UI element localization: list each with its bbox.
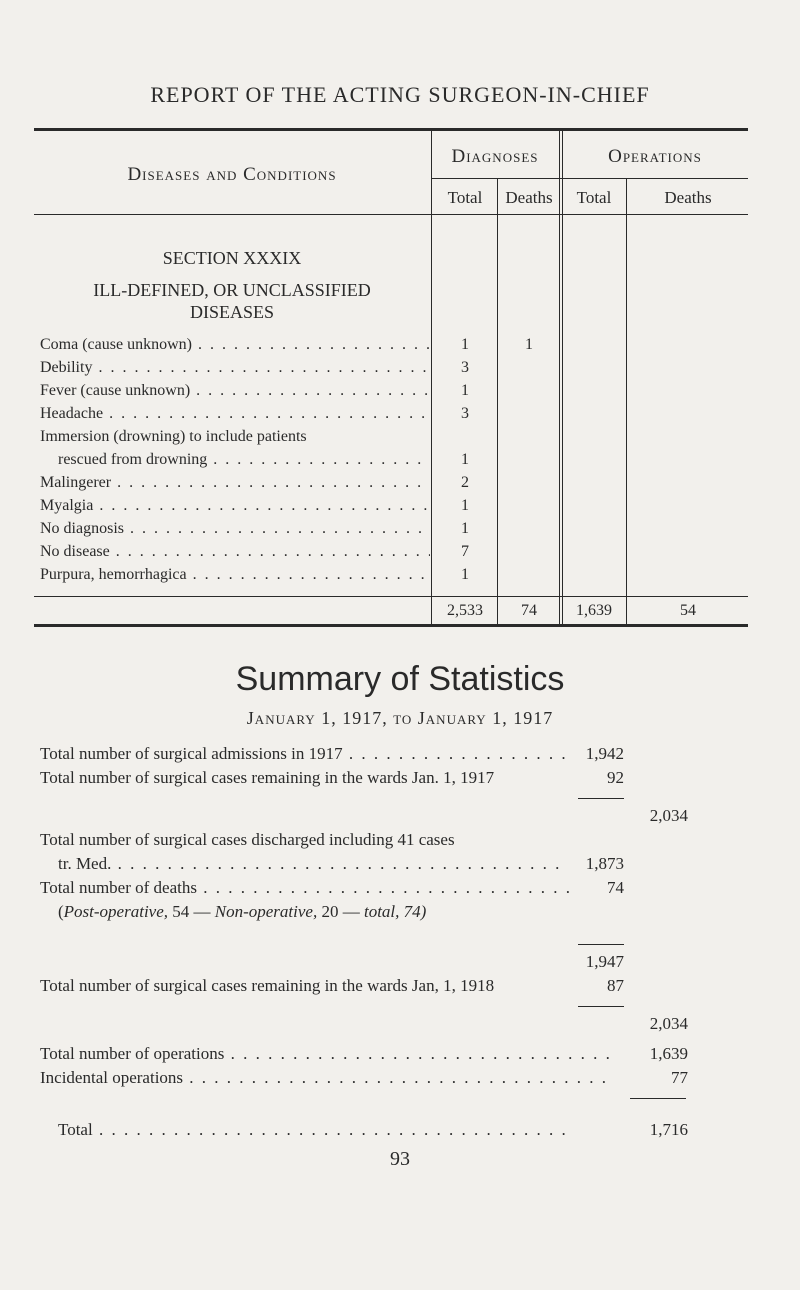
diag-total-cell: 1 [461,336,469,353]
value-incidental: 77 [671,1068,688,1087]
section-subtitle-2: DISEASES [189,302,274,322]
table-row [40,334,430,356]
diag-total-cell: 1 [461,566,469,583]
page-number: 93 [390,1148,410,1170]
diag-total-cell: 1 [461,451,469,468]
row-label: Coma (cause unknown) . . . [40,334,430,356]
summary-line-total [58,1118,572,1142]
note-open: ( [58,902,64,921]
table-row [58,449,430,471]
line-label: Total number of surgical admissions in 1917 . . . [40,742,570,766]
note-total: total, [363,902,400,921]
row-label: No disease . . . [40,541,430,563]
col-divider [562,128,563,624]
summary-line-discharged [40,828,600,852]
summary-title: Summary of Statistics [235,660,565,698]
row-label: Malingerer . . . [40,472,430,494]
row-label: Myalgia . . . [40,495,430,517]
summary-line-deaths [40,876,570,900]
table-row [40,518,430,540]
sum-rule [578,798,624,799]
subheader-op-deaths: Deaths [664,188,712,207]
total-diag-deaths: 74 [521,602,537,619]
line-label: Total number of surgical cases remaining in the wards Jan, 1, 1918 [40,976,495,995]
table-row [40,403,430,425]
diag-total-cell: 7 [461,543,469,560]
note-non-op-count: 20 — [321,902,360,921]
summary-line-remaining-1918 [40,974,600,998]
row-label: Headache . . . [40,403,430,425]
total-diag-total: 2,533 [447,602,483,619]
subheader-diag-deaths: Deaths [505,188,553,207]
table-row [40,357,430,379]
table-row [40,495,430,517]
value-subtotal-2: 1,947 [585,952,624,971]
deaths-breakdown-note [58,900,558,924]
section-subtitle-1: ILL-DEFINED, OR UNCLASSIFIED [93,280,371,300]
line-label: Total number of surgical cases discharged including 41 cases [40,830,455,849]
sum-rule [578,1006,624,1007]
diag-total-cell: 3 [461,405,469,422]
note-non-operative: Non-operative, [214,902,318,921]
table-row [40,564,430,586]
summary-line-remaining-1917 [40,766,600,790]
col-header-diagnoses: Diagnoses [451,146,539,167]
value-subtotal-1: 2,034 [649,806,688,825]
value-subtotal-3: 2,034 [649,1014,688,1033]
row-label: Immersion (drowning) to include patients [40,428,307,445]
sum-rule [630,1098,686,1099]
subheader-op-total: Total [576,188,612,207]
diag-total-cell: 2 [461,474,469,491]
header-bottom-rule [34,214,748,215]
line-label: tr. Med. . . . [58,852,568,876]
row-label: rescued from drowning . . . [58,449,430,471]
value-operations: 1,639 [649,1044,688,1063]
summary-line-incidental [40,1066,612,1090]
summary-line-operations [40,1042,612,1066]
col-header-operations: Operations [608,146,702,167]
note-post-operative: Post-operative, [63,902,169,921]
table-bottom-rule [34,624,748,627]
section-title: SECTION XXXIX [162,248,302,268]
line-label: Total number of deaths . . . [40,876,570,900]
col-divider [626,178,627,624]
totals-top-rule [34,596,748,597]
subheader-rule [432,178,748,179]
row-label: Debility . . . [40,357,430,379]
note-total-count: 74) [403,902,427,921]
line-label: Total . . . [58,1118,572,1142]
value-total: 1,716 [649,1120,688,1139]
table-row [40,380,430,402]
table-row [40,541,430,563]
running-header: REPORT OF THE ACTING SURGEON-IN-CHIEF [150,82,650,107]
table-row [40,426,430,448]
summary-line-discharged-cont [58,852,568,876]
summary-subtitle: January 1, 1917, to January 1, 1917 [246,708,554,728]
value-remaining-1918: 87 [607,976,624,995]
diag-total-cell: 1 [461,382,469,399]
row-label: No diagnosis . . . [40,518,430,540]
col-divider [559,128,560,624]
note-post-op-count: 54 — [172,902,211,921]
value-admissions: 1,942 [585,744,624,763]
diag-deaths-cell: 1 [525,336,533,353]
line-label: Total number of surgical cases remaining in the wards Jan. 1, 1917 [40,768,495,787]
diag-total-cell: 3 [461,359,469,376]
summary-line-admissions [40,742,570,766]
value-discharged: 1,873 [585,854,624,873]
row-label: Purpura, hemorrhagica . . . [40,564,430,586]
sum-rule [578,944,624,945]
subheader-diag-total: Total [447,188,483,207]
table-top-rule [34,128,748,131]
diag-total-cell: 1 [461,520,469,537]
table-row [40,472,430,494]
row-label: Fever (cause unknown) . . . [40,380,430,402]
line-label: Total number of operations . . . [40,1042,612,1066]
value-deaths: 74 [607,878,624,897]
line-label: Incidental operations . . . [40,1066,612,1090]
value-remaining-1917: 92 [607,768,624,787]
diag-total-cell: 1 [461,497,469,514]
col-header-diseases: Diseases and Conditions [127,164,337,185]
total-op-total: 1,639 [576,602,612,619]
total-op-deaths: 54 [680,602,696,619]
